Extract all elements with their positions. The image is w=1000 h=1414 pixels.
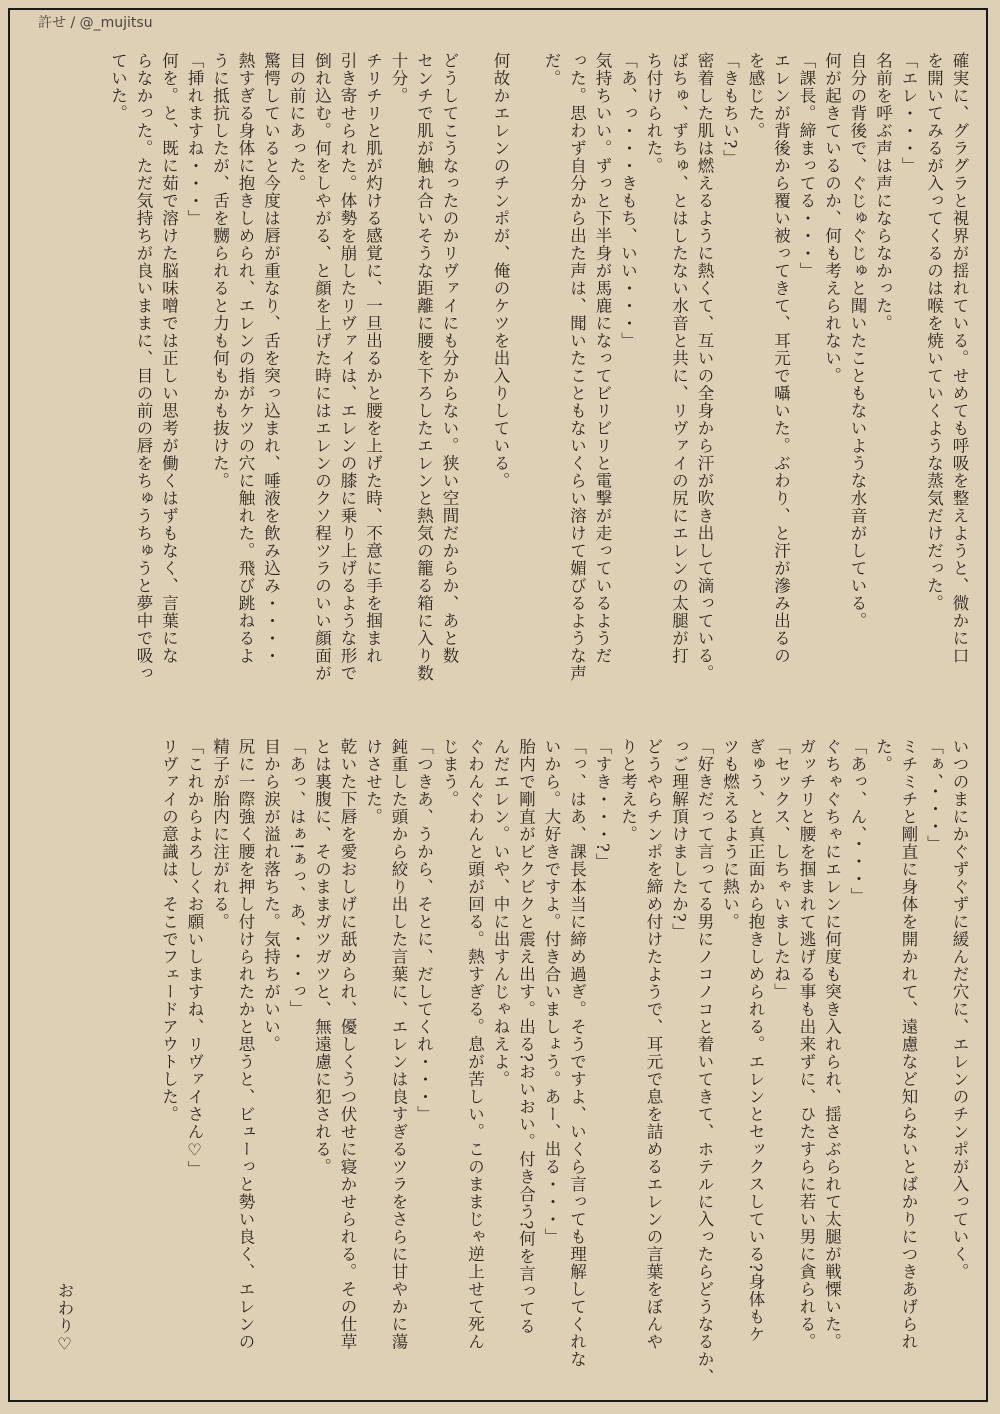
text-line: ばちゅ、ずちゅ、とはしたない水音と共に、リヴァイの尻にエレンの太腿が打 xyxy=(669,52,689,665)
text-line: ツも燃えるように熱い。 xyxy=(720,738,740,931)
text-line: じまう。 xyxy=(440,738,459,808)
text-line: 「セックス、しちゃいましたね」 xyxy=(771,738,791,1001)
text-line: 名前を呼ぶ声は声にならなかった。 xyxy=(873,52,893,332)
text-line: 胎内で剛直がビクビクと震え出す。出る?おいおい。付き合う?何を言ってる xyxy=(516,738,536,1336)
text-line: 「課長。締まってる・・・」 xyxy=(797,52,816,280)
text-line: 「あっ、はぁ!ぁっ、あ、・・・っ」 xyxy=(287,738,306,1018)
text-line: った。思わず自分から出た声は、聞いたこともないくらい溶けて媚びるような声 xyxy=(567,52,587,682)
text-line: 乾いた下唇を愛おしげに舐められ、優しくうつ伏せに寝かせられる。その仕草 xyxy=(338,738,357,1351)
text-line: 確実に、グラグラと視界が揺れている。せめても呼吸を整えようと、微かに口 xyxy=(950,52,969,665)
text-line: どうしてこうなったのかリヴァイにも分からない。狭い空間だからか、あと数 xyxy=(440,52,459,665)
text-line: ぐちゃぐちゃにエレンに何度も突き入れられ、揺さぶられて太腿が戦慄いた。 xyxy=(822,738,842,1351)
text-line: 目から涙が溢れ落ちた。気持ちがいい。 xyxy=(261,738,281,1053)
text-line: リヴァイの意識は、そこでフェードアウトした。 xyxy=(159,738,179,1123)
text-line: 倒れ込む。何をしやがる、と顔を上げた時にはエレンのクソ程ツラのいい顔面が xyxy=(312,52,332,682)
text-line: 目の前にあった。 xyxy=(287,52,306,192)
text-line: 「あ、っ・・・きもち、いい・・・」 xyxy=(618,52,638,350)
text-line: っご理解頂けましたか?」 xyxy=(669,738,689,941)
text-line: 「っ、はあ、課長本当に締め過ぎ。そうですよ、いくら言っても理解してくれな xyxy=(567,738,587,1368)
text-line: チリチリと肌が灼ける感覚に、一旦出るかと腰を上げた時、不意に手を掴まれ xyxy=(363,52,383,665)
text-line: ち付けられた。 xyxy=(644,52,663,175)
text-line: だ。 xyxy=(542,52,561,87)
text-line: 「ぁ、・・・」 xyxy=(924,738,944,853)
text-line: た。 xyxy=(873,738,893,773)
text-line: 鈍重した頭から絞り出した言葉に、エレンは良すぎるツラをさらに甘やかに蕩 xyxy=(389,738,408,1351)
text-line: ミチミチと剛直に身体を開かれて、遠慮など知らないとばかりにつきあげられ xyxy=(899,738,918,1351)
text-line: ていた。 xyxy=(108,52,128,122)
text-line: うに抵抗したが、舌を嬲られると力も何もかも抜けた。 xyxy=(210,52,230,490)
upper-text-block xyxy=(32,52,972,707)
text-line: ぐわんぐわんと頭が回る。熱すぎる。息が苦しい。このままじゃ逆上せて死ん xyxy=(465,738,485,1351)
text-line: ガッチリと腰を掴まれて逃げる事も出来ずに、ひたすらに若い男に貪られる。 xyxy=(797,738,816,1351)
text-line: 「すき・・・?」 xyxy=(593,738,612,871)
text-line: エレンが背後から覆い被ってきて、耳元で囁いた。ぶわり、と汗が滲み出るの xyxy=(771,52,791,665)
text-line: 何を。と、既に茹で溶けた脳味噌では正しい思考が働くはずもなく、言葉にな xyxy=(159,52,179,665)
text-line: 引き寄せられた。体勢を崩したリヴァイは、エレンの膝に乗り上げるような形で xyxy=(338,52,357,682)
text-line: 「きもちい?」 xyxy=(720,52,740,167)
text-line: 「つきあ、うから、そとに、だしてくれ・・・」 xyxy=(414,738,434,1123)
text-line: いから。大好きですよ。付き合いましょう。あー、出る・・・」 xyxy=(542,738,561,1246)
text-line xyxy=(513,52,539,707)
text-line: 十分。 xyxy=(389,52,408,105)
text-line: ぎゅう、と真正面から抱きしめられる。エレンとセックスしている?身体もケ xyxy=(746,738,765,1343)
text-line: 「エレ・・・」 xyxy=(899,52,918,175)
author-credit: 許せ / @_mujitsu xyxy=(38,15,153,31)
text-line: いつのまにかぐずぐずに緩んだ穴に、エレンのチンポが入っていく。 xyxy=(950,738,969,1281)
lower-text-block xyxy=(32,738,972,1393)
text-line: りと考えた。 xyxy=(618,738,638,843)
text-line xyxy=(462,52,488,707)
text-line: 精子が胎内に注がれる。 xyxy=(210,738,230,931)
text-line: 気持ちいい。ずっと下半身が馬鹿になってビリビリと電撃が走っているようだ xyxy=(593,52,612,665)
text-line: 「これからよろしくお願いしますね、リヴァイさん♡」 xyxy=(185,738,204,1178)
text-line: 「あっ、ん、・・・」 xyxy=(848,738,867,905)
text-line: 熱すぎる身体に抱きしめられ、エレンの指がケツの穴に触れた。飛び跳ねるよ xyxy=(236,52,255,665)
text-line: んだエレン。いや、中に出すんじゃねえよ。 xyxy=(491,738,510,1088)
text-line: を感じた。 xyxy=(746,52,765,140)
text-line: 驚愕していると今度は唇が重なり、舌を突っ込まれ、唾液を飲み込み・・・・ xyxy=(261,52,281,665)
text-line: とは裏腹に、そのままガツガツと、無遠慮に犯される。 xyxy=(312,738,332,1176)
text-line: センチで肌が触れ合いそうな距離に腰を下ろしたエレンと熱気の籠る箱に入り数 xyxy=(414,52,434,682)
text-line: 「挿れますね・・・」 xyxy=(185,52,204,227)
text-line: 何故かエレンのチンポが、俺のケツを出入りしている。 xyxy=(491,52,510,490)
text-line: けさせた。 xyxy=(363,738,383,826)
text-line: 密着した肌は燃えるように熱くて、互いの全身から汗が吹き出して滴っている。 xyxy=(695,52,714,682)
text-line: どうやらチンポを締め付けたようで、耳元で息を詰めるエレンの言葉をぼんや xyxy=(644,738,663,1351)
text-line: 「好きだって言ってる男にノコノコと着いてきて、ホテルに入ったらどうなるか、 xyxy=(695,738,714,1386)
text-line: を開いてみるが入ってくるのは喉を焼いていくような蒸気だけだった。 xyxy=(924,52,944,612)
ending-mark: おわり♡ xyxy=(55,1282,74,1355)
text-line: 自分の背後で、ぐじゅぐじゅと聞いたこともないような水音がしている。 xyxy=(848,52,867,630)
text-line: 何が起きているのか、何も考えられない。 xyxy=(822,52,842,385)
text-line: らなかった。ただ気持ちが良いままに、目の前の唇をちゅうちゅうと夢中で吸っ xyxy=(134,52,153,682)
text-line: 尻に一際強く腰を押し付けられたかと思うと、ビューっと勢い良く、エレンの xyxy=(236,738,255,1351)
